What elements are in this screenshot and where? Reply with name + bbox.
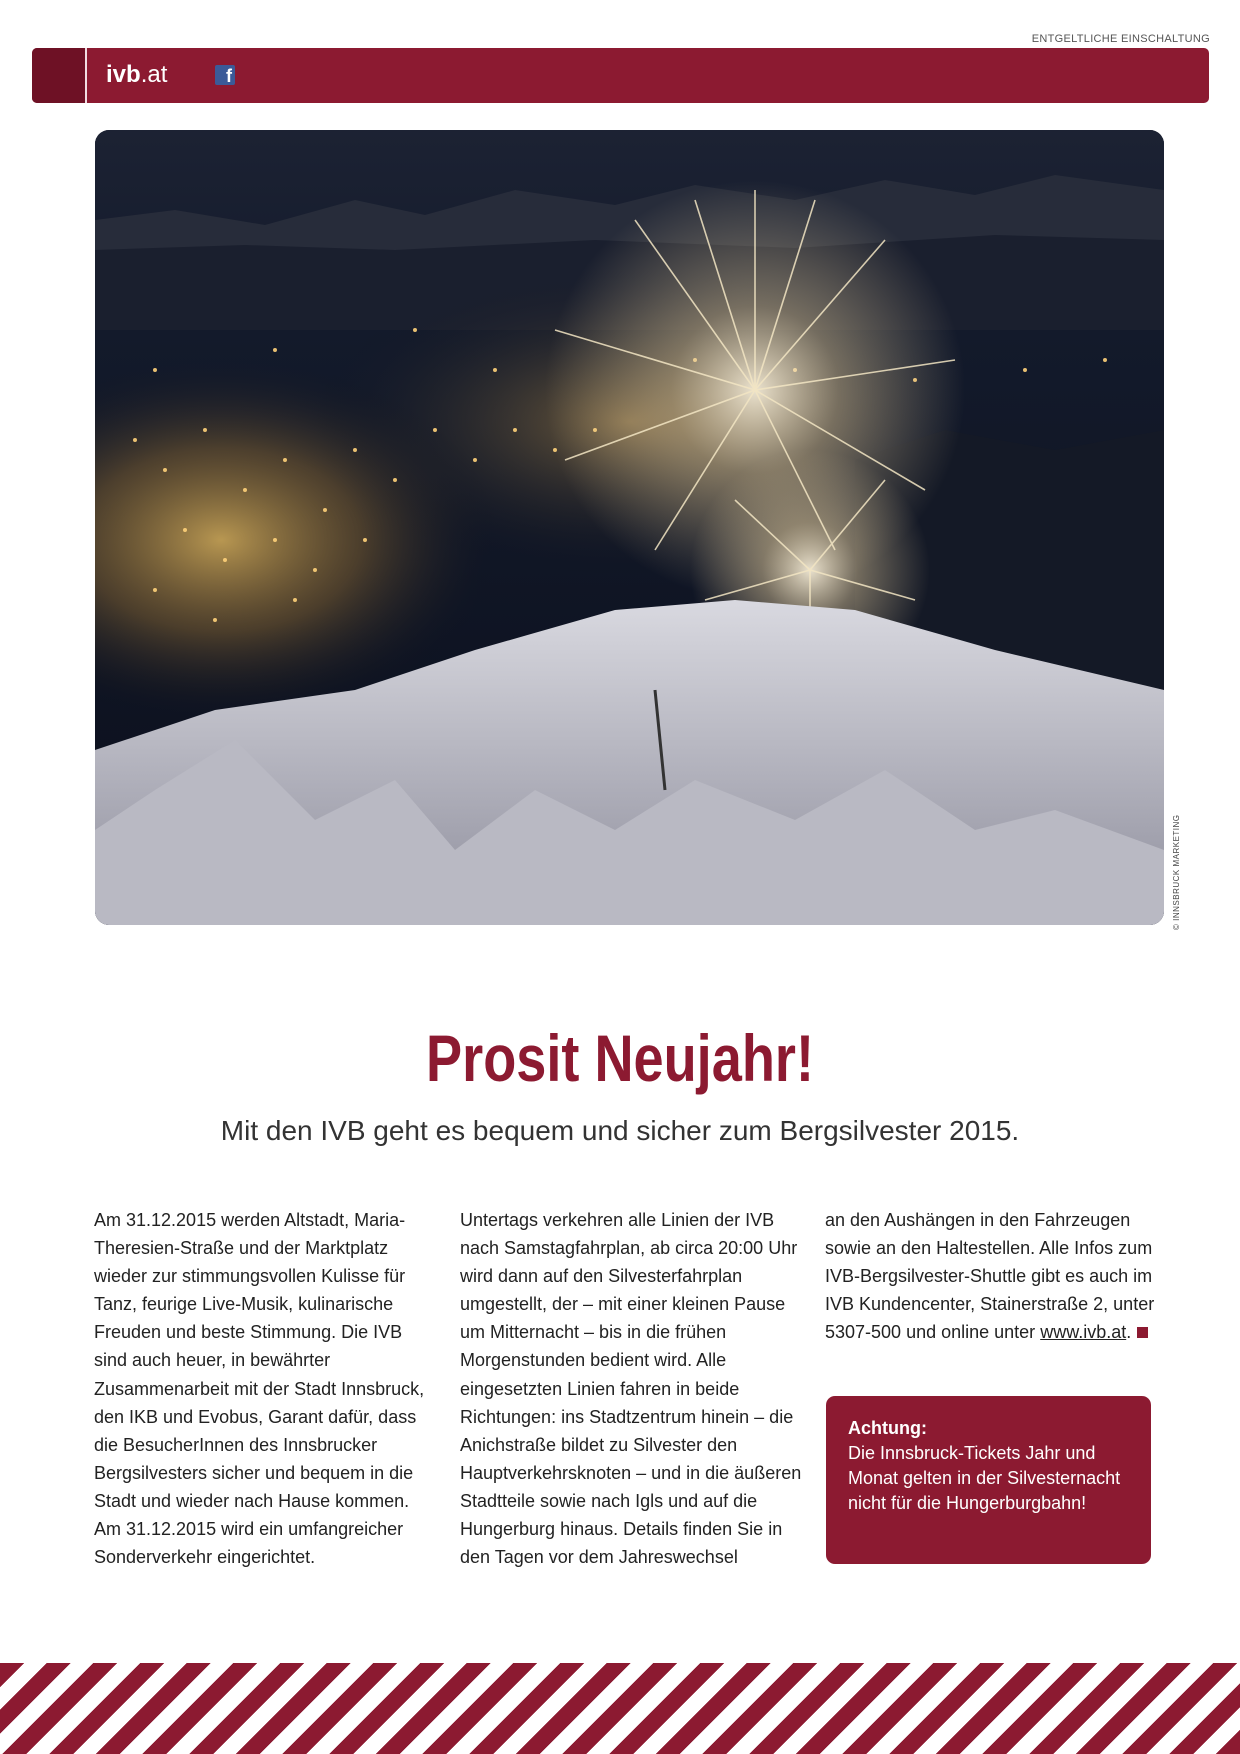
facebook-icon[interactable]: f <box>215 65 235 85</box>
fireworks-photo-icon <box>95 130 1164 925</box>
photo-credit: © INNSBRUCK MARKETING <box>1172 814 1181 930</box>
article-subtitle: Mit den IVB geht es bequem und sicher zum Bergsilvester 2015. <box>220 1115 1020 1146</box>
ivb-website-link[interactable]: www.ivb.at <box>1040 1322 1127 1343</box>
article-paragraph-1: Am 31.12.2015 werden Altstadt, Maria-Theresien-Straße und der Marktplatz wieder zur stimmungsvollen Kulisse für Tanz, feurige Live-Musik, kulinarische Freuden und beste Stimmung. Die IVB sind auch heuer, in bewährter Zusammenarbeit mit der Stadt Innsbruck, den IKB und Evobus, Garant dafür, dass die BesucherInnen des Innsbrucker Bergsilvesters sicher und bequem in die Stadt und wieder nach Hause kommen. Am 31.12.2015 wird ein umfangreicher Sonderverkehr eingerichtet. <box>94 1210 425 1568</box>
article-column-2 <box>460 1206 805 1571</box>
article-end-punctuation: . <box>1126 1322 1132 1343</box>
brand-tld: .at <box>140 61 168 88</box>
decorative-stripes <box>0 1663 1240 1754</box>
paid-advertisement-note: ENTGELTLICHE EINSCHALTUNG <box>1031 33 1210 45</box>
notice-heading: Achtung: <box>848 1418 927 1438</box>
article-paragraph-3: an den Aushängen in den Fahrzeugen sowie an den Haltestellen. Alle Infos zum IVB-Bergsilvester-Shuttle gibt es auch im IVB Kundencenter, Stainerstraße 2, unter 5307-500 und online unter <box>825 1210 1155 1343</box>
article-paragraph-2: Untertags verkehren alle Linien der IVB nach Samstagfahrplan, ab circa 20:00 Uhr wird dann auf den Silvesterfahrplan umgestellt, der – mit einer kleinen Pause um Mitternacht – bis in die frühen Morgenstunden bedient wird. Alle eingesetzten Linien fahren in beide Richtungen: ins Stadtzentrum hinein – die Anichstraße bildet zu Silvester den Hauptverkehrsknoten – und in die äußeren Stadtteile sowie nach Igls und auf die Hungerburg hinaus. Details finden Sie in den Tagen vor dem Jahreswechsel <box>460 1210 802 1568</box>
hero-photo <box>95 130 1164 925</box>
notice-box <box>826 1396 1151 1564</box>
header-bar <box>32 48 1209 103</box>
brand-name: ivb <box>106 61 141 88</box>
article-column-1 <box>94 1206 439 1571</box>
article-title: Prosit Neujahr! <box>426 1021 814 1095</box>
brand-link[interactable] <box>106 61 167 89</box>
header-accent-tab <box>32 48 87 103</box>
notice-body: Die Innsbruck-Tickets Jahr und Monat gelten in der Silvesternacht nicht für die Hungerburgbahn! <box>848 1443 1121 1513</box>
article-column-3 <box>825 1206 1170 1346</box>
end-mark-icon <box>1137 1327 1148 1338</box>
